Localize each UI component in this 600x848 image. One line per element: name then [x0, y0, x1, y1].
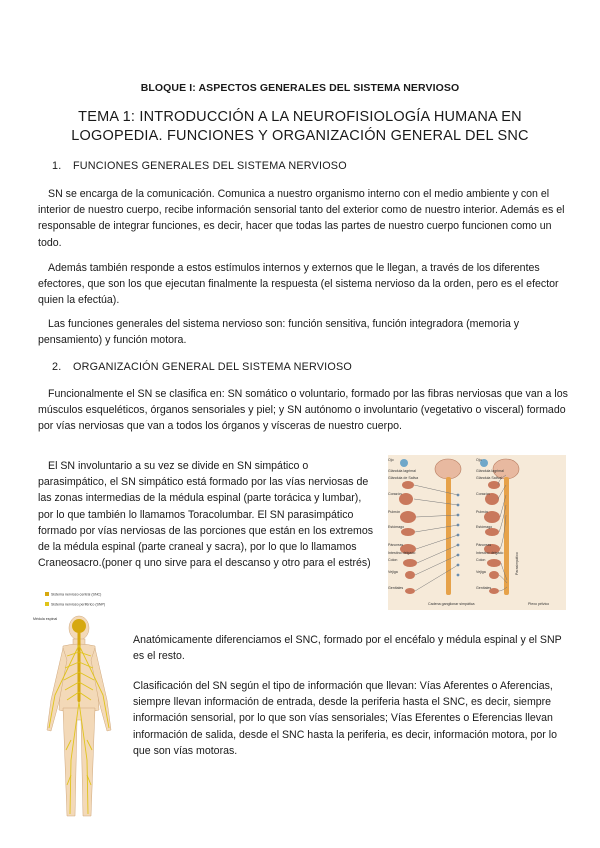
left-label: Glándula lagrimal — [388, 469, 416, 473]
spinal-cord-label: Médula espinal — [33, 617, 58, 621]
paragraph: Anatómicamente diferenciamos el SNC, formado por el encéfalo y médula espinal y el SNP es el resto. — [133, 634, 562, 663]
left-label: Glándula de Saliva — [388, 476, 419, 480]
left-label: Páncreas — [388, 543, 404, 547]
left-label: Pulmón — [388, 510, 401, 514]
section-1-number: 1. — [52, 160, 62, 172]
right-label: Corazón — [476, 492, 490, 496]
autonomic-nervous-system-figure — [388, 455, 566, 610]
right-label: Genitales — [476, 586, 492, 590]
left-label: Genitales — [388, 586, 404, 590]
paragraph: Clasificación del SN según el tipo de información que llevan: Vías Aferentes o Aferencias, siempre llevan información de entrada, desde la periferia hasta el SNC, es decir, siempre información sensorial, por lo que son vías sensoriales; Vías Eferentes o Eferencias llevan información de salida, desde el SNC hasta la periferia, es decir, información motora, por lo que son vías motoras. — [133, 680, 557, 757]
right-label: Colon — [476, 558, 486, 562]
left-spinal-cord — [446, 477, 451, 595]
right-label: Intestino delgado — [476, 551, 504, 555]
legend-pns: Sistema nervioso periférico (SNP) — [51, 602, 106, 607]
parasympathetic-label: Parasimpático — [515, 552, 519, 575]
paragraph: Además también responde a estos estímulos internos y externos que le llegan, a través de los diferentes efectores, que son los que ejecutan finalmente la respuesta (el sistema nervioso da la orden, pero es el efector quien la efectúa). — [38, 262, 559, 307]
left-label: Ojo — [388, 458, 394, 462]
section-2-number: 2. — [52, 361, 62, 373]
paragraph: El SN involuntario a su vez se divide en SN simpático o parasimpático, el SN simpático está formado por las vías nerviosas de las zonas intermedias de la médula espinal (parte torácica y lumbar), por lo que también lo llamamos Toracolumbar. El SN parasimpático formado por vías nerviosas de las porciones que están en los extremos de la médula espinal (parte craneal y sacra), por lo que lo llamamos Craneosacro.(poner q uno sirve para el descanso y otro para el estrés) — [38, 460, 374, 570]
pelvic-plexus-label: Plexo pélvico — [528, 602, 550, 606]
human-nervous-system-figure — [33, 590, 129, 826]
left-label: Colon — [388, 558, 398, 562]
cns-legend-swatch — [45, 592, 49, 596]
section-1-title: FUNCIONES GENERALES DEL SISTEMA NERVIOSO — [73, 160, 347, 172]
right-spinal-cord — [504, 477, 509, 595]
right-label: Páncreas — [476, 543, 492, 547]
right-label: Pulmón — [476, 510, 489, 514]
paragraph: Funcionalmente el SN se clasifica en: SN somático o voluntario, formado por las fibras nerviosas que van a los músculos esqueléticos, órganos sensoriales y piel; y SN autónomo o involuntario (vegetativo o visceral) formado por vías nerviosas que van a todos los órganos y vísceras de nuestro cuerpo. — [38, 388, 568, 433]
tema-title: TEMA 1: INTRODUCCIÓN A LA NEUROFISIOLOGÍA HUMANA EN LOGOPEDIA. FUNCIONES Y ORGANIZACIÓN GENERAL DEL SNC — [71, 109, 529, 144]
block-title: BLOQUE I: ASPECTOS GENERALES DEL SISTEMA NERVIOSO — [140, 82, 460, 94]
left-label: Intestino delgado — [388, 551, 416, 555]
paragraph: SN se encarga de la comunicación. Comunica a nuestro organismo interno con el medio ambiente y con el interior de nuestro cuerpo, recibe información sensorial tanto del exterior como de nuestro interior. Además es el responsable de integrar funciones, es decir, hacer que todas las partes de nuestro cuerpo funcionen como un todo. — [38, 188, 565, 249]
paragraph: Las funciones generales del sistema nervioso son: función sensitiva, función integradora (memoria y pensamiento) y función motora. — [38, 318, 520, 347]
left-label: Vejiga — [388, 570, 398, 574]
right-label: Glándula lagrimal — [476, 469, 504, 473]
right-label: Estómago — [476, 525, 493, 529]
ganglion-chain-label: Cadena ganglionar simpática — [428, 602, 475, 606]
left-label: Corazón — [388, 492, 402, 496]
left-brain-icon — [435, 459, 461, 479]
left-label: Estómago — [388, 525, 405, 529]
section-2-title: ORGANIZACIÓN GENERAL DEL SISTEMA NERVIOSO — [73, 361, 352, 373]
pns-legend-swatch — [45, 602, 49, 606]
right-label: Vejiga — [476, 570, 486, 574]
section-1-heading — [52, 160, 347, 172]
section-2-heading — [52, 361, 352, 373]
legend-cns: Sistema nervioso central (SNC) — [51, 592, 102, 597]
right-label: Ojo — [476, 458, 482, 462]
right-label: Glándula Salival — [476, 476, 502, 480]
